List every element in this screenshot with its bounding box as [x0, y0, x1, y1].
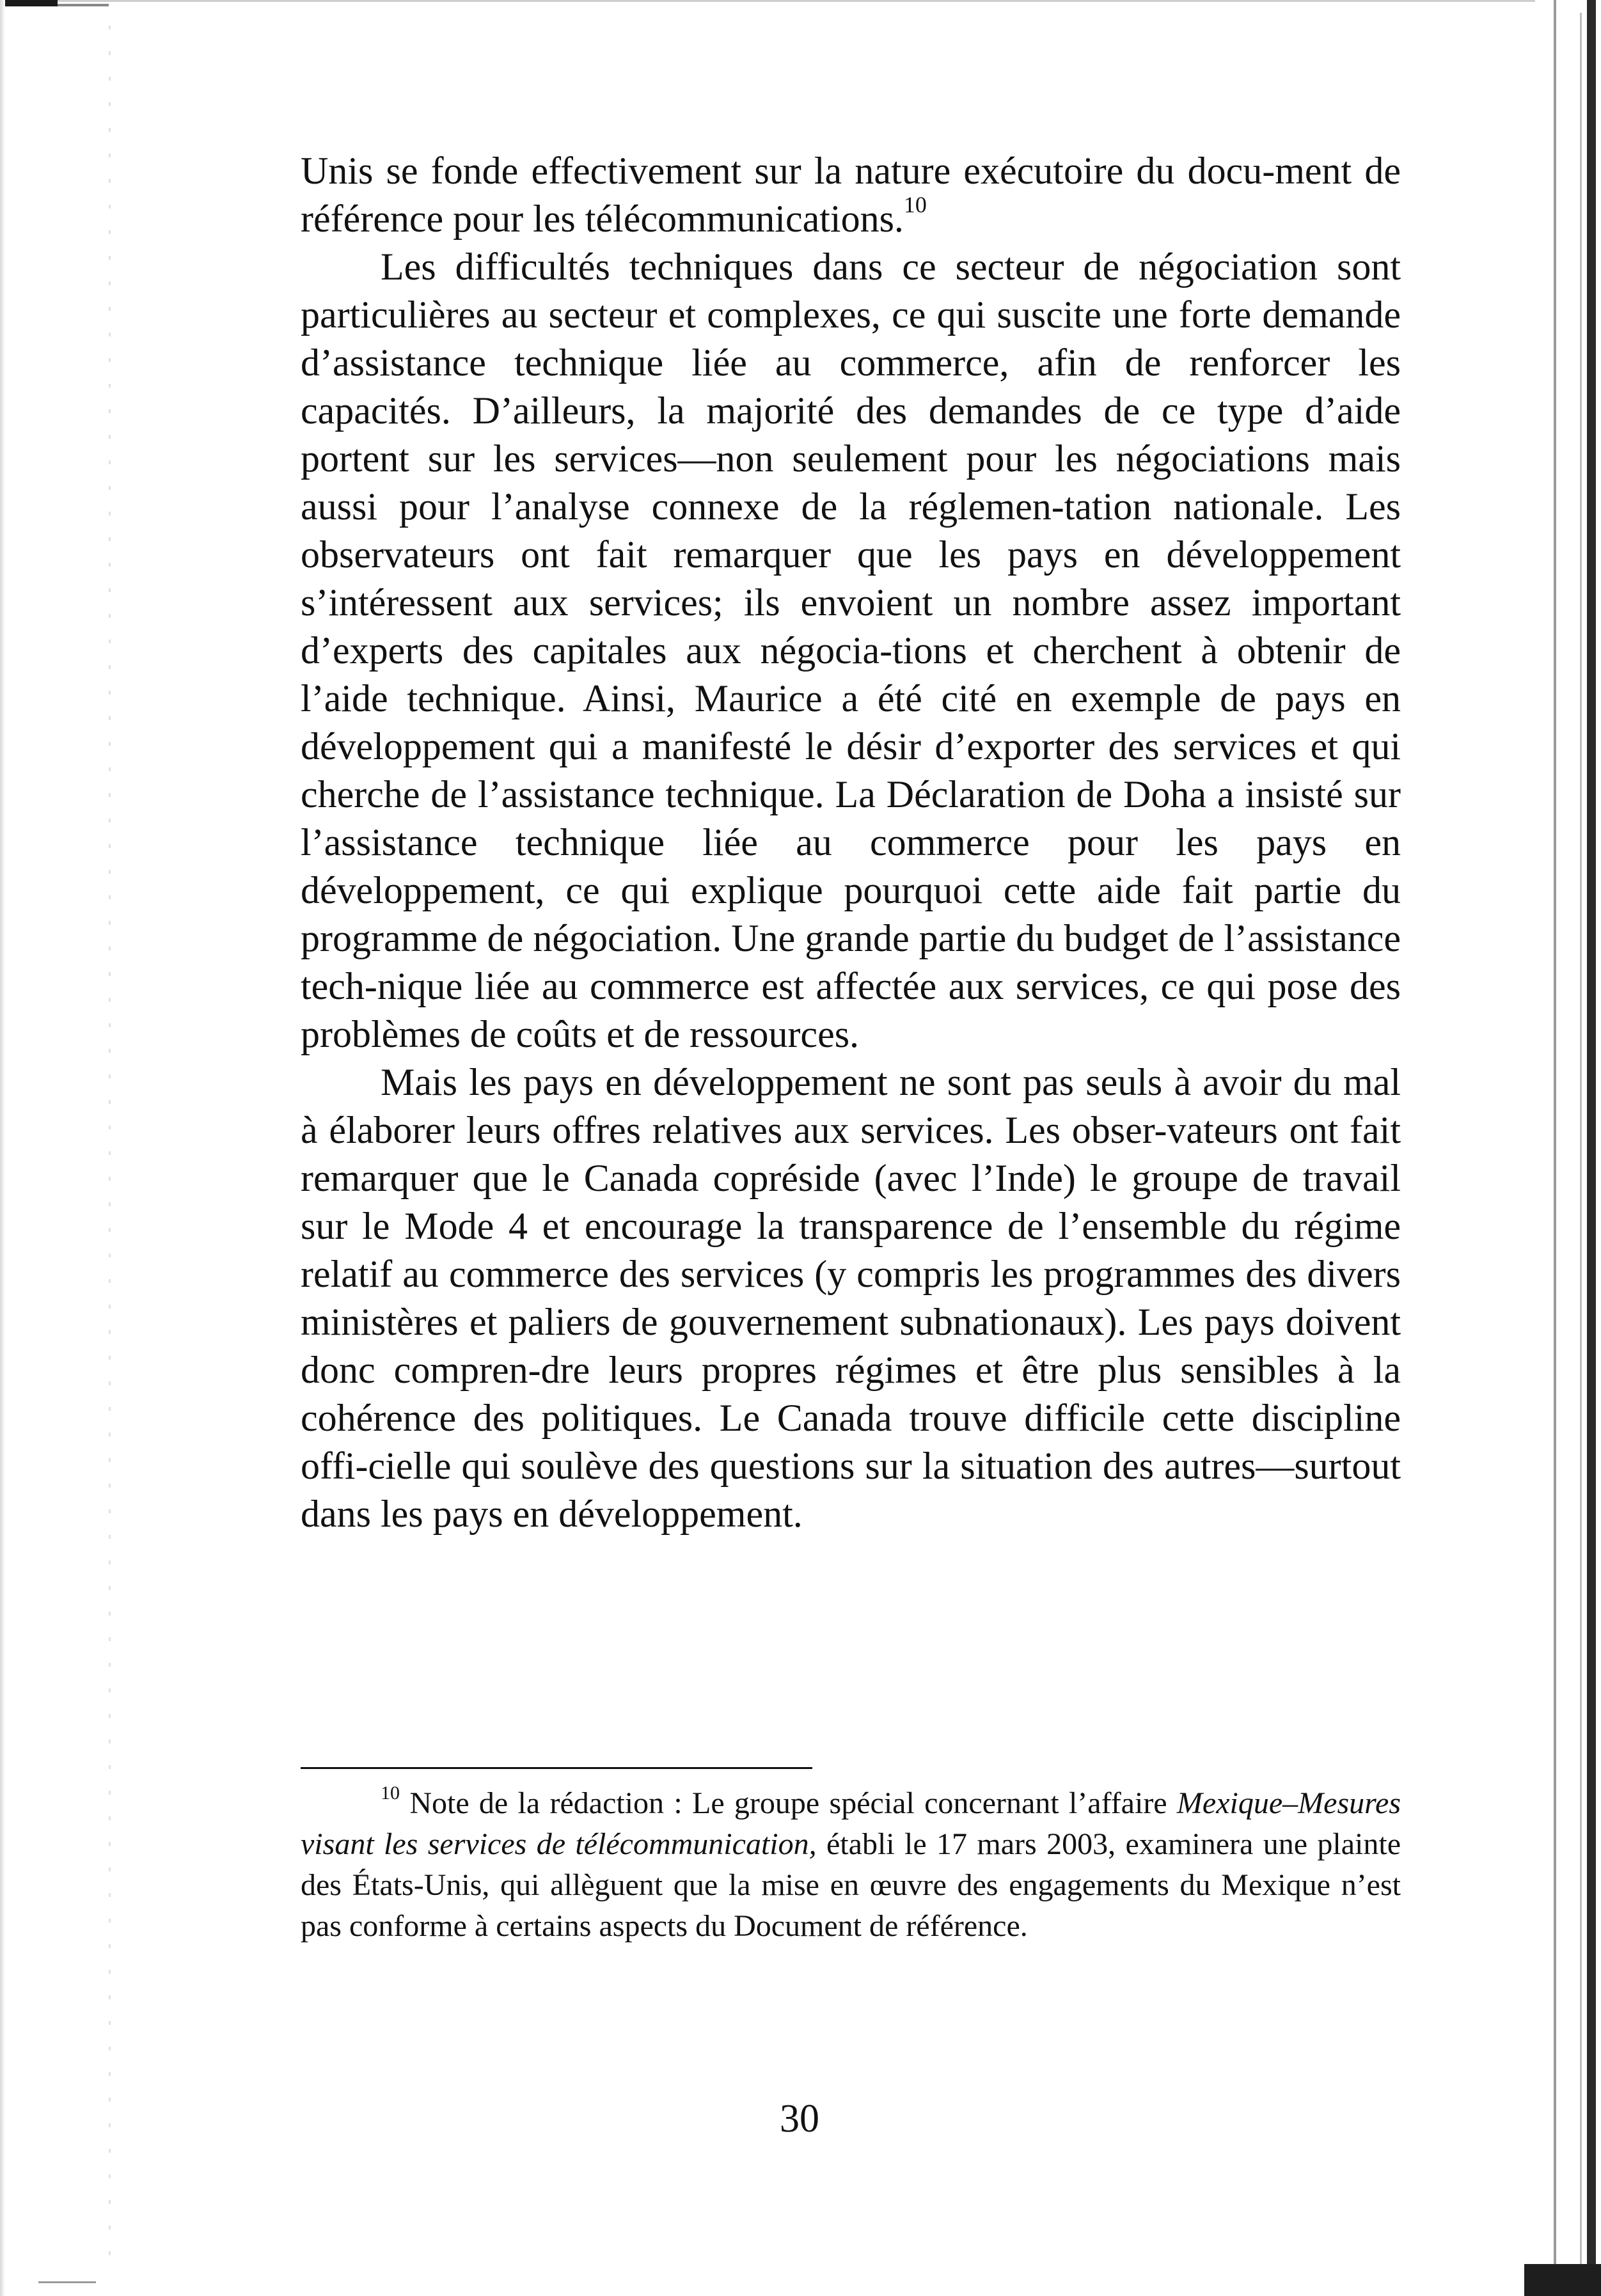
- paragraph-2: Les difficultés techniques dans ce secteur de négociation sont particulières au secteur et complexes, ce qui suscite une forte demande d’assistance technique liée au commerce, afin de renforcer les capacités. D’ailleurs, la majorité des demandes de ce type d’aide portent sur les services—non seulement pour les négociations mais aussi pour l’analyse connexe de la réglemen-tation nationale. Les observateurs ont fait remarquer que les pays en développement s’intéressent aux services; ils envoient un nombre assez important d’experts des capitales aux négocia-tions et cherchent à obtenir de l’aide technique. Ainsi, Maurice a été cité en exemple de pays en développement qui a manifesté le désir d’exporter des services et qui cherche de l’assistance technique. La Déclaration de Doha a insisté sur l’assistance technique liée au commerce pour les pays en développement, ce qui explique pourquoi cette aide fait partie du programme de négociation. Une grande partie du budget de l’assistance tech-nique liée au commerce est affectée aux services, ce qui pose des problèmes de coûts et de ressources.: [301, 246, 1401, 1055]
- scan-right-line: [1554, 0, 1556, 2296]
- scan-corner-mark: [0, 0, 58, 6]
- paragraph-1-text: Unis se fonde effectivement sur la nature exécutoire du docu-ment de référence pour les télécommunications.: [301, 150, 1401, 240]
- footnote-reference[interactable]: 10: [903, 192, 927, 217]
- paragraph-1: [301, 147, 1401, 243]
- page-body: [301, 147, 1401, 1538]
- scan-bottom-corner: [1524, 2264, 1601, 2296]
- footnote: [301, 1783, 1401, 1947]
- scan-binding-dots: [109, 26, 111, 2264]
- footnote-case-title: Mexique–Mesures visant les services de télécommunication,: [301, 1786, 1401, 1861]
- body-text: [301, 147, 1401, 1538]
- scan-bottom-mark: [38, 2281, 96, 2283]
- page-number: 30: [780, 2097, 819, 2141]
- scan-right-border: [1587, 0, 1596, 2296]
- footnote-number: 10: [381, 1782, 400, 1804]
- paragraph-3: Mais les pays en développement ne sont pas seuls à avoir du mal à élaborer leurs offres relatives aux services. Les obser-vateurs ont fait remarquer que le Canada copréside (avec l’Inde) le groupe de travail sur le Mode 4 et encourage la transparence de l’ensemble du régime relatif au commerce des services (y compris les programmes des divers ministères et paliers de gouvernement subnationaux). Les pays doivent donc compren-dre leurs propres régimes et être plus sensibles à la cohérence des politiques. Le Canada trouve difficile cette discipline offi-cielle qui soulève des questions sur la situation des autres—surtout dans les pays en développement.: [301, 1061, 1401, 1535]
- footnote-divider: [301, 1767, 812, 1769]
- footnote-rest: établi le 17 mars 2003, examinera une plainte des États-Unis, qui allèguent que la mise en œuvre des engagements du Mexique n’est pas conforme à certains aspects du Document de référence.: [301, 1827, 1401, 1943]
- scan-right-line: [1580, 13, 1582, 2283]
- scan-left-shadow: [0, 0, 5, 2296]
- scan-tick-mark: [58, 4, 109, 6]
- scan-top-edge: [0, 0, 1535, 2]
- footnote-lead: Note de la rédaction : Le groupe spécial concernant l’affaire: [409, 1786, 1177, 1820]
